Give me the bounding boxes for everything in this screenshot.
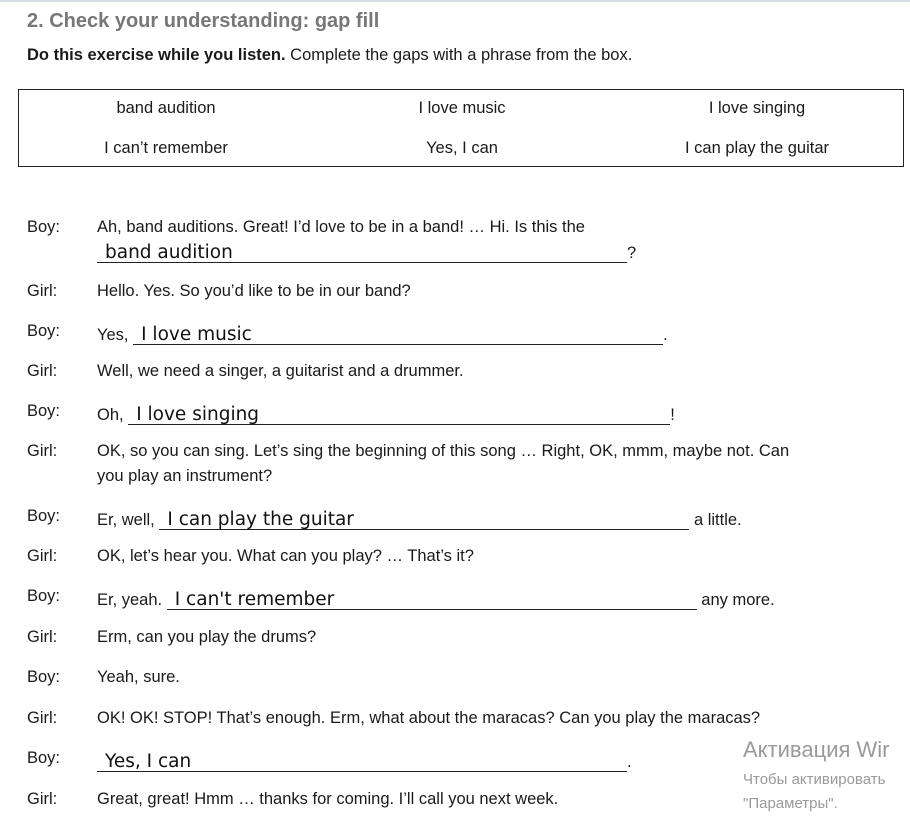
dialogue-line: OK, let’s hear you. What can you play? … That’s it? (97, 547, 474, 565)
dialogue-line: Well, we need a singer, a guitarist and a drummer. (97, 362, 464, 380)
instruction (27, 46, 632, 65)
dialogue-line: Hello. Yes. So you’d like to be in our band? (97, 282, 411, 300)
answer-text: Yes, I can (105, 751, 192, 772)
dialogue-line: Great, great! Hmm … thanks for coming. I’ll call you next week. (97, 790, 559, 808)
speaker-label: Girl: (27, 790, 58, 808)
gap-answer (133, 322, 663, 345)
dialogue-line (97, 240, 636, 263)
gap-answer (97, 749, 627, 772)
phrase: I can play the guitar (684, 139, 830, 157)
gap-answer (128, 402, 670, 425)
speaker-label: Girl: (27, 362, 58, 380)
dialogue-line (97, 322, 668, 345)
dialogue-text: . (663, 326, 668, 344)
dialogue-line (97, 507, 742, 530)
phrase-box (18, 89, 904, 167)
speaker-label: Girl: (27, 442, 58, 460)
speaker-label: Boy: (27, 507, 61, 525)
dialogue-text: . (627, 753, 632, 771)
speaker-label: Girl: (27, 282, 58, 300)
answer-text: I love singing (136, 404, 260, 425)
phrase: I love music (418, 99, 506, 117)
phrase: I love singing (708, 99, 806, 117)
dialogue-line: Ah, band auditions. Great! I’d love to be in a band! … Hi. Is this the (97, 218, 585, 236)
dialogue-text: any more. (696, 591, 775, 609)
phrase: I can’t remember (104, 139, 228, 157)
answer-text: I can play the guitar (167, 509, 354, 530)
exercise-title: 2. Check your understanding: gap fill (27, 10, 380, 32)
dialogue-text: ! (670, 406, 675, 424)
dialogue-line: Erm, can you play the drums? (97, 628, 317, 646)
dialogue-line: you play an instrument? (97, 467, 273, 485)
speaker-label: Girl: (27, 709, 58, 727)
speaker-label: Boy: (27, 587, 61, 605)
dialogue-line: Yeah, sure. (97, 668, 180, 686)
dialogue-text: Yes, (97, 326, 134, 344)
activation-watermark-title: Активация Wir (743, 737, 890, 762)
dialogue-line (97, 749, 632, 772)
dialogue-text: Oh, (97, 406, 129, 424)
activation-watermark-line: "Параметры". (743, 795, 838, 812)
gap-answer (159, 507, 689, 530)
phrase: Yes, I can (426, 139, 498, 157)
instruction-text: Complete the gaps with a phrase from the box. (285, 46, 633, 64)
speaker-label: Girl: (27, 628, 58, 646)
speaker-label: Boy: (27, 402, 61, 420)
dialogue-line (97, 587, 775, 610)
dialogue-text: ? (627, 244, 637, 262)
speaker-label: Boy: (27, 218, 61, 236)
speaker-label: Boy: (27, 322, 61, 340)
dialogue-text: a little. (689, 511, 742, 529)
dialogue-line: OK, so you can sing. Let’s sing the beginning of this song … Right, OK, mmm, maybe not. Can (97, 442, 790, 460)
top-rule (0, 0, 910, 2)
dialogue-text: Er, yeah. (97, 591, 167, 609)
activation-watermark-line: Чтобы активировать (743, 771, 886, 788)
instruction-bold: Do this exercise while you listen. (27, 46, 286, 64)
answer-text: I love music (141, 324, 252, 345)
dialogue-text: Er, well, (97, 511, 160, 529)
speaker-label: Boy: (27, 668, 61, 686)
gap-answer (97, 240, 627, 263)
answer-text: I can't remember (174, 589, 335, 610)
phrase: band audition (116, 99, 216, 117)
speaker-label: Girl: (27, 547, 58, 565)
dialogue-line: OK! OK! STOP! That’s enough. Erm, what about the maracas? Can you play the maracas? (97, 709, 761, 727)
gap-answer (167, 587, 697, 610)
dialogue-line (97, 402, 675, 425)
speaker-label: Boy: (27, 749, 61, 767)
answer-text: band audition (105, 242, 233, 263)
